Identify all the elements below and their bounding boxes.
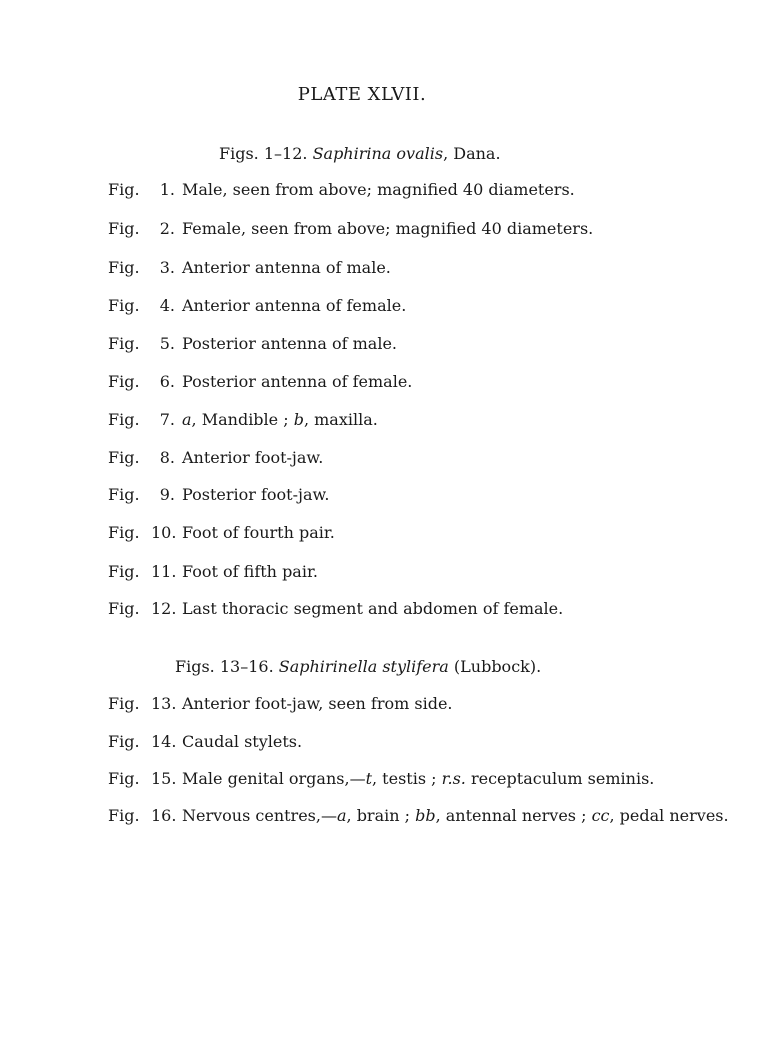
fig-text: Anterior foot-jaw, seen from side. xyxy=(182,694,453,713)
fig-label: Fig. xyxy=(108,372,140,391)
fig-label: Fig. xyxy=(108,769,140,788)
fig-label: Fig. xyxy=(108,258,140,277)
fig-label: Fig. xyxy=(108,180,140,199)
fig-italic-symbol: a xyxy=(182,410,192,429)
fig-number: 1. xyxy=(159,180,175,199)
fig-number: 12. xyxy=(151,599,177,618)
fig-label: Fig. xyxy=(108,599,140,618)
fig-label: Fig. xyxy=(108,694,140,713)
fig-text: , maxilla. xyxy=(303,410,378,429)
fig-caption xyxy=(108,806,729,825)
fig-caption xyxy=(108,258,391,277)
fig-text: Posterior antenna of male. xyxy=(182,334,397,353)
fig-number: 7. xyxy=(159,410,175,429)
fig-text: Male genital organs,— xyxy=(182,769,366,788)
fig-label: Fig. xyxy=(108,562,140,581)
fig-italic-symbol: b xyxy=(293,410,304,429)
fig-text: Female, seen from above; magnified 40 diameters. xyxy=(182,219,594,238)
fig-number: 11. xyxy=(151,562,177,581)
fig-italic-symbol: r.s. xyxy=(441,769,466,788)
fig-label: Fig. xyxy=(108,448,140,467)
fig-caption xyxy=(108,219,593,238)
fig-text: , testis ; xyxy=(372,769,442,788)
fig-caption xyxy=(108,410,378,429)
fig-text: , pedal nerves. xyxy=(609,806,729,825)
fig-label: Fig. xyxy=(108,523,140,542)
fig-text: Nervous centres,— xyxy=(182,806,337,825)
fig-caption xyxy=(108,180,575,199)
fig-italic-symbol: a xyxy=(336,806,347,825)
fig-italic-symbol: t xyxy=(365,769,372,788)
species-author: , Dana. xyxy=(443,144,501,163)
plate-title: PLATE XLVII. xyxy=(297,84,427,105)
fig-text: Caudal stylets. xyxy=(182,732,303,751)
section-range: Figs. 13–16. xyxy=(175,657,274,676)
fig-text: Posterior antenna of female. xyxy=(182,372,413,391)
fig-text: , brain ; xyxy=(346,806,416,825)
fig-caption xyxy=(108,334,397,353)
fig-text: Foot of fifth pair. xyxy=(182,562,318,581)
fig-text: Last thoracic segment and abdomen of female. xyxy=(182,599,564,618)
fig-text: Anterior foot-jaw. xyxy=(182,448,324,467)
fig-italic-symbol: cc xyxy=(591,806,610,825)
fig-number: 3. xyxy=(159,258,175,277)
fig-number: 13. xyxy=(151,694,177,713)
fig-number: 16. xyxy=(151,806,177,825)
fig-caption xyxy=(108,485,329,504)
fig-number: 4. xyxy=(159,296,175,315)
fig-text: Anterior antenna of male. xyxy=(182,258,391,277)
fig-number: 6. xyxy=(159,372,175,391)
fig-number: 14. xyxy=(151,732,177,751)
fig-caption xyxy=(108,372,412,391)
fig-text: Posterior foot-jaw. xyxy=(182,485,330,504)
fig-caption xyxy=(108,562,318,581)
fig-text: Anterior antenna of female. xyxy=(182,296,407,315)
section-heading-saphirinella xyxy=(175,657,541,676)
fig-number: 2. xyxy=(159,219,175,238)
fig-text: Foot of fourth pair. xyxy=(182,523,335,542)
fig-caption xyxy=(108,448,323,467)
species-name: Saphirina ovalis xyxy=(312,144,444,163)
section-range: Figs. 1–12. xyxy=(219,144,308,163)
fig-label: Fig. xyxy=(108,410,140,429)
fig-caption xyxy=(108,694,453,713)
fig-text: receptaculum seminis. xyxy=(465,769,655,788)
fig-number: 5. xyxy=(159,334,175,353)
fig-italic-symbol: bb xyxy=(415,806,436,825)
fig-number: 8. xyxy=(159,448,175,467)
fig-caption xyxy=(108,523,335,542)
fig-label: Fig. xyxy=(108,296,140,315)
fig-label: Fig. xyxy=(108,334,140,353)
fig-number: 15. xyxy=(151,769,177,788)
fig-number: 9. xyxy=(159,485,175,504)
section-heading-saphirina xyxy=(219,144,501,163)
fig-caption xyxy=(108,599,563,618)
fig-text: Male, seen from above; magnified 40 diameters. xyxy=(182,180,575,199)
fig-label: Fig. xyxy=(108,219,140,238)
fig-number: 10. xyxy=(151,523,177,542)
species-author: (Lubbock). xyxy=(448,657,542,676)
species-name: Saphirinella stylifera xyxy=(278,657,449,676)
fig-text: , Mandible ; xyxy=(191,410,294,429)
fig-label: Fig. xyxy=(108,485,140,504)
fig-caption xyxy=(108,732,302,751)
fig-text: , antennal nerves ; xyxy=(435,806,592,825)
fig-caption xyxy=(108,769,654,788)
fig-label: Fig. xyxy=(108,732,140,751)
fig-caption xyxy=(108,296,406,315)
fig-label: Fig. xyxy=(108,806,140,825)
